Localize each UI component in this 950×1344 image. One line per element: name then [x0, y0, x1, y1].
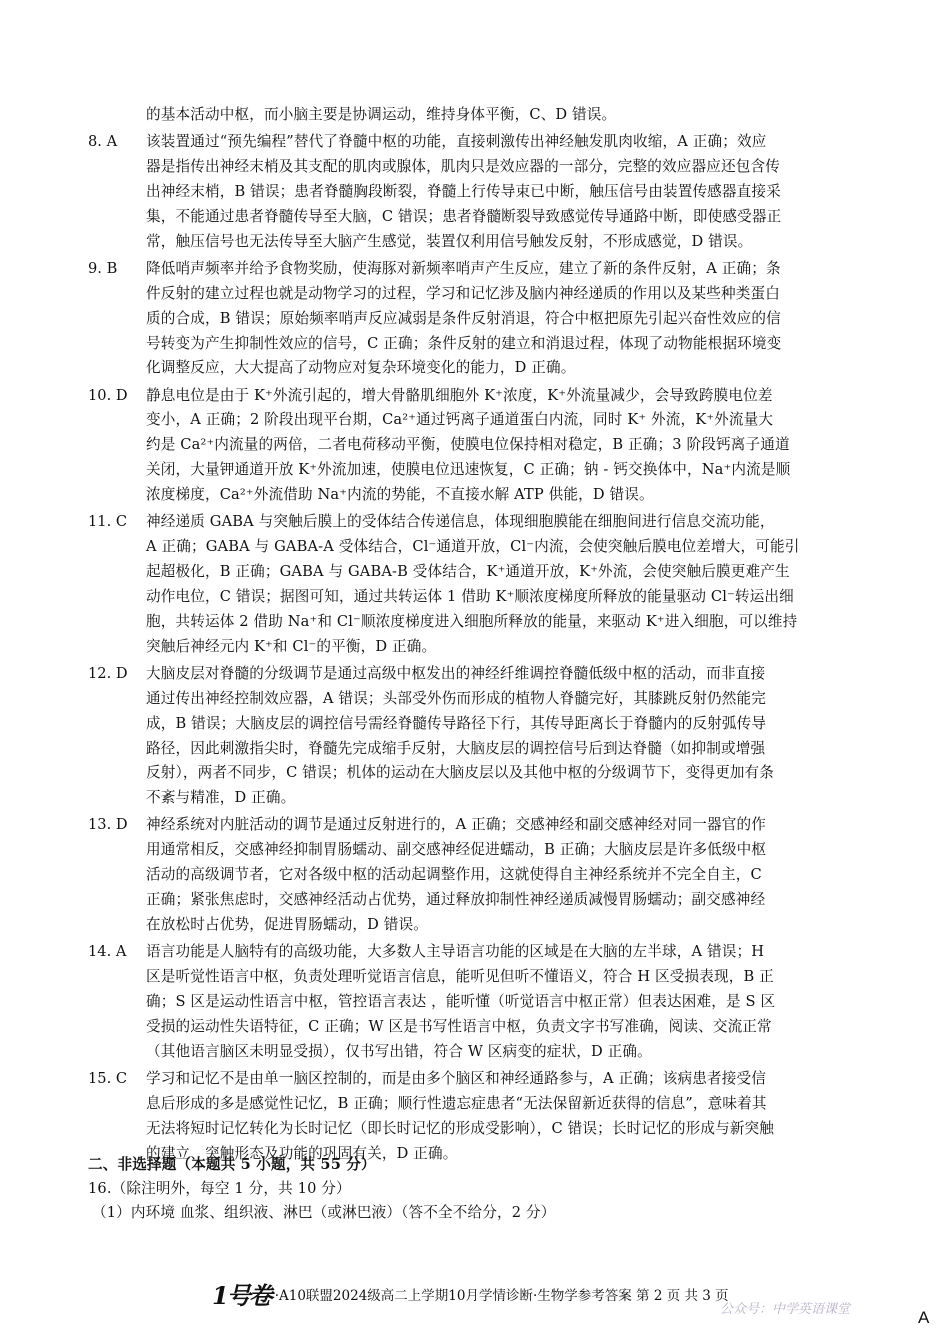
answer-line: 起超极化，B 正确；GABA 与 GABA-B 受体结合，K⁺通道开放，K⁺外流，会使突触后膜更难产生	[146, 563, 790, 580]
section-title: 二、非选择题（本题共 5 小题，共 55 分）	[88, 1156, 376, 1173]
answer-line: 变小，A 正确；2 阶段出现平台期，Ca²⁺通过钙离子通道蛋白内流，同时 K⁺ 外流，K⁺外流量大	[146, 411, 774, 429]
page-footer	[212, 1276, 729, 1311]
answer-line: 降低哨声频率并给予食物奖励，使海豚对新频率哨声产生反应，建立了新的条件反射，A 正确；条	[146, 259, 781, 277]
answer-line: 器是指传出神经末梢及其支配的肌肉或腺体，肌肉只是效应器的一部分，完整的效应器应还包含传	[146, 158, 780, 175]
corner-letter: A	[918, 1308, 930, 1327]
answer-line: 动作电位，C 错误；据图可知，通过共转运体 1 借助 K⁺顺浓度梯度所释放的能量驱动 Cl⁻转运出细	[146, 587, 794, 605]
answer-line: 区是听觉性语言中枢，负责处理听觉语言信息，能听见但听不懂语义，符合 H 区受损表现，B 正	[146, 968, 774, 985]
answer-line: 出神经末梢，B 错误；患者脊髓胸段断裂，脊髓上行传导束已中断，触压信号由装置传感器直接采	[146, 182, 781, 200]
answer-number: 8. A	[88, 133, 118, 151]
answer-number: 14. A	[88, 943, 127, 961]
answer-line: 化调整反应，大大提高了动物应对复杂环境变化的能力，D 正确。	[146, 359, 576, 377]
answer-line: 学习和记忆不是由单一脑区控制的，而是由多个脑区和神经通路参与，A 正确；该病患者接受信	[146, 1069, 766, 1087]
answer-line: 浓度梯度，Ca²⁺外流借助 Na⁺内流的势能，不直接水解 ATP 供能，D 错误。	[146, 486, 654, 504]
answer-line: 的建立、突触形态及功能的巩固有关，D 正确。	[146, 1144, 458, 1162]
answer-line: 息后形成的多是感觉性记忆，B 正确；顺行性遗忘症患者“无法保留新近获得的信息”，意味着其	[146, 1094, 767, 1112]
answer-line: 突触后神经元内 K⁺和 Cl⁻的平衡，D 正确。	[146, 637, 437, 655]
answer-number: 11. C	[88, 513, 128, 531]
answer-number: 9. B	[88, 259, 118, 277]
answer-line: 不紊与精准，D 正确。	[146, 789, 296, 807]
answer-line: 受损的运动性失语特征，C 正确；W 区是书写性语言中枢，负责文字书写准确，阅读、交流正常	[146, 1017, 772, 1035]
answer-line: 关闭，大量钾通道开放 K⁺外流加速，使膜电位迅速恢复，C 正确；钠 - 钙交换体中，Na⁺内流是顺	[146, 461, 791, 479]
answer-line: 通过传出神经控制效应器，A 错误；头部受外伤而形成的植物人脊髓完好，其膝跳反射仍然能完	[146, 689, 766, 707]
answer-line: 正确；紧张焦虑时，交感神经活动占优势，通过释放抑制性神经递质减慢胃肠蠕动；副交感神经	[146, 891, 766, 909]
answer-number: 10. D	[88, 386, 128, 404]
answer-line: 常，触压信号也无法传导至大脑产生感觉，装置仅利用信号触发反射，不形成感觉，D 错误。	[146, 232, 753, 250]
answer-line: 号转变为产生抑制性效应的信号，C 正确；条件反射的建立和消退过程，体现了动物能根据环境变	[146, 334, 782, 352]
answer-line: 成，B 错误；大脑皮层的调控信号需经脊髓传导路径下行，其传导距离长于脊髓内的反射弧传导	[146, 714, 767, 732]
answer-number: 13. D	[88, 816, 128, 834]
footer-text: ·A10联盟2024级高二上学期10月学情诊断·生物学参考答案 第 2 页 共 3 页	[274, 1287, 729, 1304]
answer-number: 15. C	[88, 1069, 128, 1087]
answer-line: A 正确；GABA 与 GABA-A 受体结合，Cl⁻通道开放，Cl⁻内流，会使突触后膜电位差增大，可能引	[146, 538, 800, 556]
answer-line: 约是 Ca²⁺内流量的两倍，二者电荷移动平衡，使膜电位保持相对稳定，B 正确；3 阶段钙离子通道	[146, 436, 790, 454]
answer-line: 胞，共转运体 2 借助 Na⁺和 Cl⁻顺浓度梯度进入细胞所释放的能量，来驱动 K⁺进入细胞，可以维持	[146, 612, 798, 630]
answer-line: 路径，因此刺激指尖时，脊髓先完成缩手反射，大脑皮层的调控信号后到达脊髓（如抑制或增强	[146, 739, 766, 757]
answer-line: 集，不能通过患者脊髓传导至大脑，C 错误；患者脊髓断裂导致感觉传导通路中断，即使感受器正	[146, 207, 782, 225]
answer-line: 大脑皮层对脊髓的分级调节是通过高级中枢发出的神经纤维调控脊髓低级中枢的活动，而非直接	[146, 664, 766, 682]
answer-line: 活动的高级调节者，它对各级中枢的活动起调整作用，这就使得自主神经系统并不完全自主，C	[146, 866, 762, 884]
brand-logo: 1号卷	[212, 1281, 271, 1310]
answer-line: 无法将短时记忆转化为长时记忆（即长时记忆的形成受影响），C 错误；长时记忆的形成与新突触	[146, 1119, 775, 1137]
answer-line: （其他语言脑区未明显受损），仅书写出错，符合 W 区病变的症状，D 正确。	[146, 1042, 652, 1060]
answer-line: 语言功能是人脑特有的高级功能，大多数人主导语言功能的区域是在大脑的左半球，A 错误；H	[146, 943, 765, 961]
answer-line: 神经系统对内脏活动的调节是通过反射进行的，A 正确；交感神经和副交感神经对同一器官的作	[146, 816, 766, 834]
answer-line: 用通常相反，交感神经抑制胃肠蠕动、副交感神经促进蠕动，B 正确；大脑皮层是许多低级中枢	[146, 841, 767, 859]
answer-line: 确；S 区是运动性语言中枢，管控语言表达 ，能听懂（听觉语言中枢正常）但表达困难，是 S 区	[146, 992, 776, 1010]
answer-line: 件反射的建立过程也就是动物学习的过程，学习和记忆涉及脑内神经递质的作用以及某些种类蛋白	[146, 284, 780, 302]
answer-line: 静息电位是由于 K⁺外流引起的，增大骨骼肌细胞外 K⁺浓度，K⁺外流量减少，会导致跨膜电位差	[146, 386, 773, 404]
watermark: 公众号：中学英语课堂	[720, 1302, 851, 1317]
answer-line: 在放松时占优势，促进胃肠蠕动，D 错误。	[146, 916, 429, 933]
answer-line: 该装置通过“预先编程”替代了脊髓中枢的功能，直接刺激传出神经触发肌肉收缩，A 正确；效应	[146, 133, 767, 151]
q16-part1: （1）内环境 血浆、组织液、淋巴（或淋巴液）（答不全不给分，2 分）	[92, 1204, 556, 1221]
answer-line: 反射），两者不同步，C 错误；机体的运动在大脑皮层以及其他中枢的分级调节下，变得更加有条	[146, 764, 775, 782]
answer-line: 的基本活动中枢，而小脑主要是协调运动，维持身体平衡，C、D 错误。	[146, 106, 617, 123]
answer-line: 质的合成，B 错误；原始频率哨声反应减弱是条件反射消退，符合中枢把原先引起兴奋性效应的信	[146, 309, 781, 327]
answer-line: 神经递质 GABA 与突触后膜上的受体结合传递信息，体现细胞膜能在细胞间进行信息交流功能，	[146, 513, 775, 531]
answer-number: 12. D	[88, 664, 128, 682]
q16-header: 16.（除注明外，每空 1 分，共 10 分）	[88, 1180, 351, 1197]
